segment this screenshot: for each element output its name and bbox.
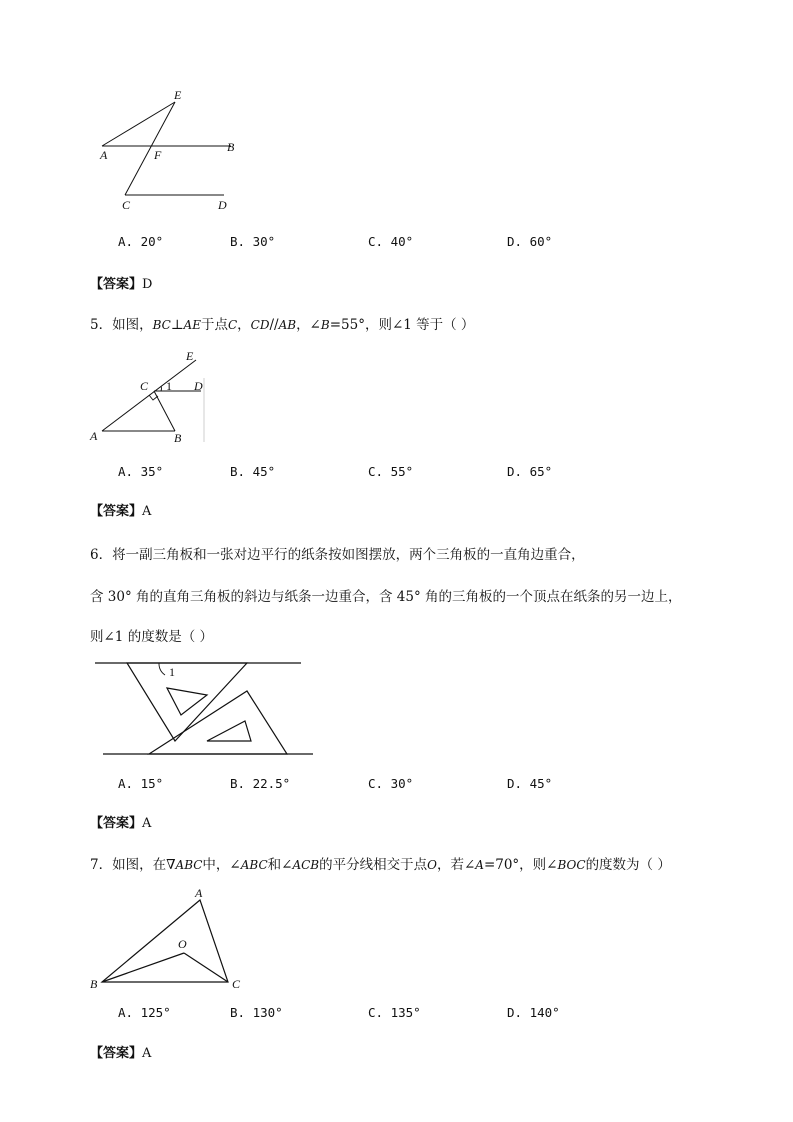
q5-option-b[interactable]: B. 45° [230,464,276,479]
q4-option-c[interactable]: C. 40° [368,234,414,249]
q7-answer [90,1045,151,1063]
q4-option-d[interactable]: D. 60° [507,234,553,249]
q7-figure [88,882,248,994]
q7-answer-value: A [142,1046,152,1061]
q5-answer-label: 【答案】 [90,504,143,519]
q6-angle1-arc [159,663,165,675]
q6-label-1: 1 [169,665,175,679]
q4-label-e: E [174,88,182,102]
q5-stem: 5．如图，BC⊥AE于点C，CD//AB，∠B=55°，则∠1 等于（ ） [90,317,475,333]
q7-answer-label: 【答案】 [90,1046,143,1061]
q7-option-b[interactable]: B. 130° [230,1005,283,1020]
q4-label-d: D [218,198,227,212]
q6-stem-line2: 含 30° 角的直角三角板的斜边与纸条一边重合，含 45° 角的三角板的一个顶点在纸条的另一边上， [90,589,682,605]
q4-answer-value: D [142,277,153,292]
q5-answer [90,503,151,521]
q5-label-b: B [174,431,182,445]
q5-option-c[interactable]: C. 55° [368,464,414,479]
q5-label-c: C [140,379,149,393]
q4-option-a[interactable]: A. 20° [118,234,164,249]
q4-answer-label: 【答案】 [90,277,143,292]
q6-triangle-45-inner [207,721,251,741]
q7-stem: 7．如图，在∇ABC中，∠ABC和∠ACB的平分线相交于点O，若∠A=70°，则∠BOC的度数为（ ） [90,857,671,873]
q6-triangle-45 [149,691,287,754]
q7-label-b: B [90,977,98,991]
q6-answer-value: A [142,816,152,831]
q5-option-a[interactable]: A. 35° [118,464,164,479]
q7-label-a: A [195,886,203,900]
q6-stem-line3: 则∠1 的度数是（ ） [90,629,213,645]
q6-stem-line1: 6．将一副三角板和一张对边平行的纸条按如图摆放，两个三角板的一直角边重合， [90,547,585,563]
q6-triangle-30-inner [167,688,207,715]
q6-figure [95,655,315,765]
q7-option-a[interactable]: A. 125° [118,1005,171,1020]
q4-option-b[interactable]: B. 30° [230,234,276,249]
q7-bisector-bo [102,953,184,982]
q5-option-d[interactable]: D. 65° [507,464,553,479]
q5-label-1: 1 [166,379,172,393]
q4-line-ec [125,102,175,195]
q7-label-c: C [232,977,241,991]
q4-label-b: B [227,140,235,154]
q5-figure [88,348,208,448]
q5-answer-value: A [142,504,152,519]
q4-label-f: F [154,148,162,162]
q5-label-e: E [186,349,194,363]
q5-label-a: A [90,429,98,443]
q4-label-a: A [100,148,108,162]
q7-bisector-co [184,953,228,982]
q4-line-ae [102,102,175,146]
q7-option-d[interactable]: D. 140° [507,1005,560,1020]
q4-answer [90,276,152,294]
q7-option-c[interactable]: C. 135° [368,1005,421,1020]
q6-option-c[interactable]: C. 30° [368,776,414,791]
q6-answer-label: 【答案】 [90,816,143,831]
q4-label-c: C [122,198,131,212]
q4-figure [90,85,250,215]
q5-label-d: D [194,379,203,393]
q6-option-d[interactable]: D. 45° [507,776,553,791]
q6-option-a[interactable]: A. 15° [118,776,164,791]
q6-option-b[interactable]: B. 22.5° [230,776,291,791]
q6-answer [90,815,151,833]
q7-label-o: O [178,937,187,951]
